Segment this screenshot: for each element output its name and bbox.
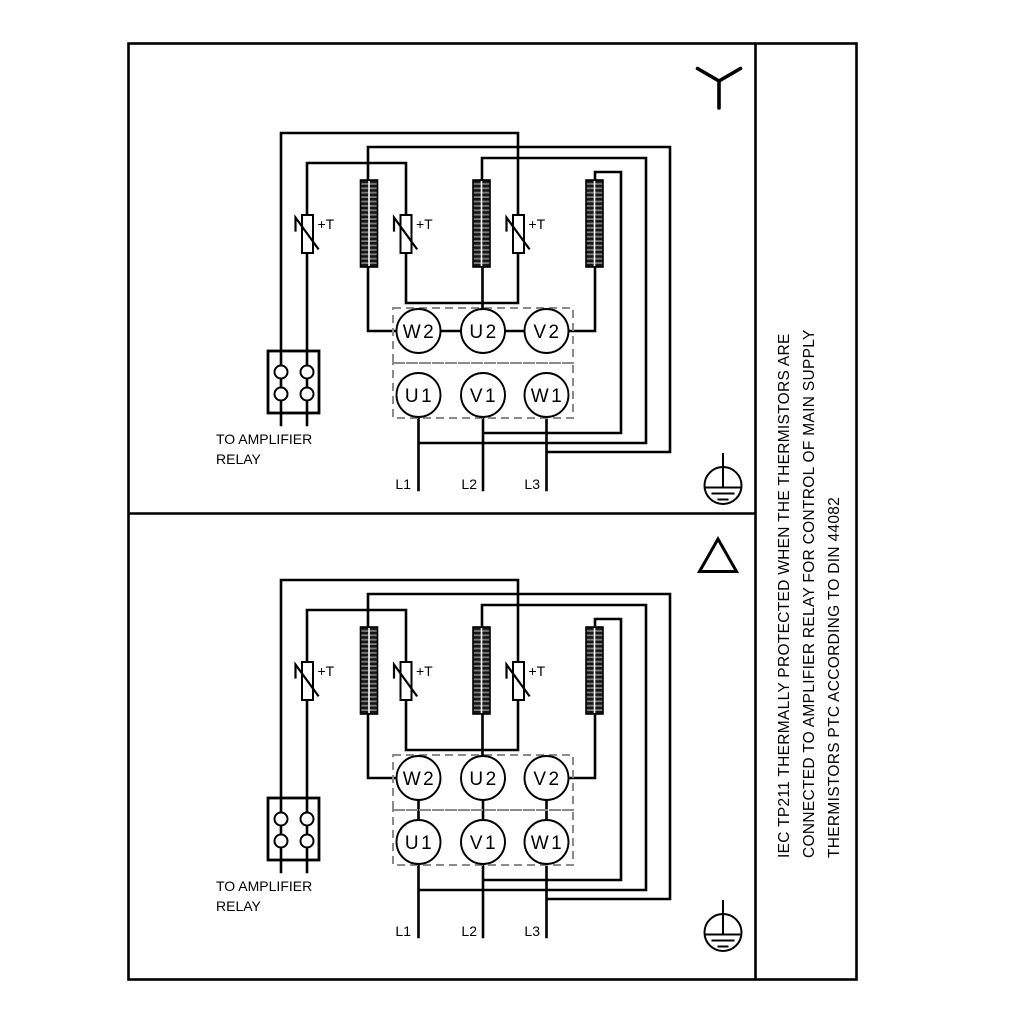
terminal-v1 [461, 373, 505, 417]
supply-label-l2: L2 [461, 476, 477, 492]
thermistor-label: +T [416, 216, 433, 232]
svg-text:U1: U1 [404, 833, 435, 854]
svg-text:W1: W1 [530, 386, 565, 407]
thermistor-label: +T [528, 663, 546, 679]
terminal-w1 [525, 820, 569, 864]
relay-caption-line1: TO AMPLIFIER [216, 431, 313, 447]
frame-dividers [129, 44, 756, 980]
motor-winding-2 [473, 180, 490, 267]
relay-pin [301, 813, 314, 826]
supply-label-l2: L2 [461, 923, 477, 939]
svg-text:V2: V2 [533, 769, 562, 790]
svg-text:V1: V1 [469, 833, 499, 854]
side-note-line1: IEC TP211 THERMALLY PROTECTED WHEN THE THERMISTORS ARE [776, 333, 793, 858]
terminal-w2 [397, 309, 441, 353]
terminal-u1 [397, 820, 441, 864]
relay-pin [301, 366, 314, 379]
thermistor-1 [296, 215, 335, 253]
svg-text:W2: W2 [402, 322, 437, 343]
svg-text:W2: W2 [402, 769, 437, 790]
thermistor-3 [507, 215, 546, 253]
delta-symbol-icon [700, 539, 737, 572]
thermistor-3 [507, 662, 546, 700]
side-note-line3: THERMISTORS PTC ACCORDING TO DIN 44082 [826, 496, 843, 858]
relay-pin [301, 835, 314, 848]
thermistor-label: +T [317, 663, 335, 679]
supply-label-l1: L1 [395, 476, 411, 492]
relay-pin [275, 835, 288, 848]
terminal-u2 [461, 756, 505, 800]
thermistor-2 [394, 215, 433, 253]
motor-winding-3 [586, 180, 603, 267]
thermistor-label: +T [317, 216, 335, 232]
svg-text:U2: U2 [469, 322, 499, 343]
supply-label-l3: L3 [524, 476, 540, 492]
thermistor-label: +T [528, 216, 546, 232]
supply-label-l1: L1 [395, 923, 411, 939]
thermistor-2 [394, 662, 433, 700]
svg-text:V1: V1 [469, 386, 499, 407]
svg-text:V2: V2 [533, 322, 562, 343]
relay-pin [275, 813, 288, 826]
side-note-line2: CONNECTED TO AMPLIFIER RELAY FOR CONTROL OF MAIN SUPPLY [801, 329, 818, 858]
relay-caption-line2: RELAY [216, 451, 261, 467]
motor-winding-1 [361, 627, 378, 714]
terminal-v1 [461, 820, 505, 864]
wye-symbol-icon [698, 69, 741, 109]
motor-winding-3 [586, 627, 603, 714]
relay-caption-line1: TO AMPLIFIER [216, 878, 313, 894]
terminal-w1 [525, 373, 569, 417]
thermistor-1 [296, 662, 335, 700]
terminal-w2 [397, 756, 441, 800]
svg-text:U2: U2 [469, 769, 499, 790]
amplifier-relay-connector [216, 798, 319, 914]
panel-delta [216, 580, 670, 939]
earth-symbol-icon [705, 900, 742, 951]
amplifier-relay-connector [216, 351, 319, 467]
motor-winding-2 [473, 627, 490, 714]
terminal-u2 [461, 309, 505, 353]
side-note [776, 329, 843, 858]
relay-pin [275, 388, 288, 401]
earth-symbol-icon [705, 453, 742, 504]
relay-pin [275, 366, 288, 379]
panel-star [216, 133, 670, 492]
svg-text:W1: W1 [530, 833, 565, 854]
terminal-v2 [525, 309, 569, 353]
supply-label-l3: L3 [524, 923, 540, 939]
terminal-u1 [397, 373, 441, 417]
motor-winding-1 [361, 180, 378, 267]
thermistor-label: +T [416, 663, 433, 679]
relay-caption-line2: RELAY [216, 898, 261, 914]
svg-text:U1: U1 [404, 386, 435, 407]
terminal-v2 [525, 756, 569, 800]
relay-pin [301, 388, 314, 401]
